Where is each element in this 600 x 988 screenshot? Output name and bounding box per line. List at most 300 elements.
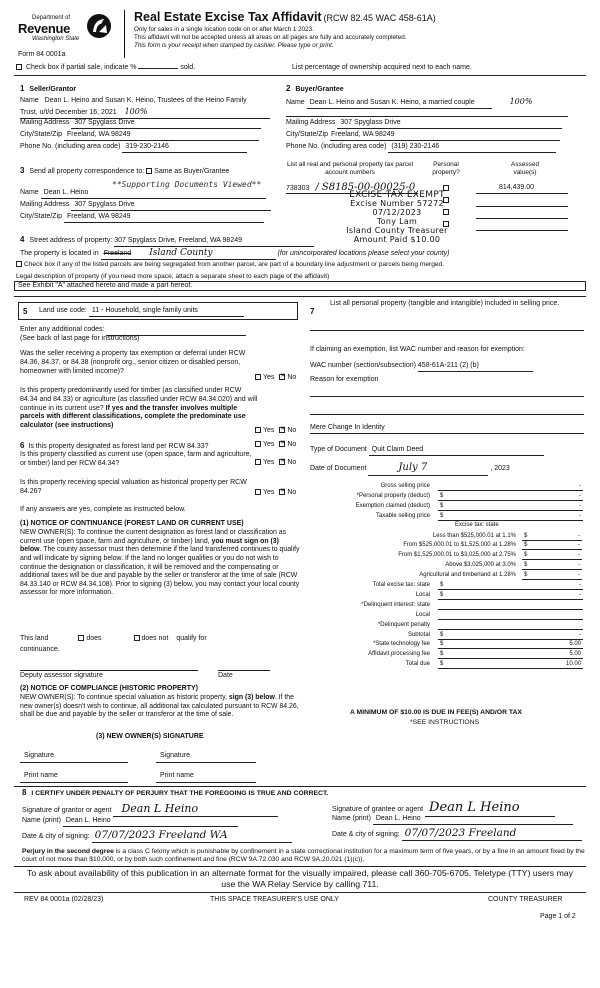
calc-label: Gross selling price [380, 483, 430, 489]
calc-row-top-0 [0, 483, 600, 492]
corr-name-row [20, 189, 266, 199]
calc-label: Affidavit processing fee [368, 651, 430, 658]
buyer-mailing-label: Mailing Address [286, 119, 336, 126]
section7-num: 7 [310, 307, 315, 316]
corr-mailing-row [20, 201, 271, 211]
deputy-date-label: Date [218, 672, 233, 679]
supporting-docs-stamp: **Supporting Documents Viewed** [112, 180, 262, 189]
calc-label: *Delinquent interest: state [361, 601, 430, 608]
corr-name: Dean L. Heino [43, 189, 89, 196]
print-name-label-2: Print name [160, 772, 194, 779]
calc-amount-field[interactable] [438, 651, 583, 659]
owner-signature-line-2[interactable] [156, 762, 256, 763]
calc-row-top-2 [0, 503, 600, 512]
stamp-line1: EXCISE TAX EXEMPT [349, 190, 445, 200]
stamp-line4: Tony Lam [376, 216, 418, 226]
reason-label: Reason for exemption [310, 376, 379, 383]
seller-num: 1 [20, 84, 25, 93]
calc-amount: - [579, 492, 581, 499]
reason-line-1[interactable] [310, 396, 584, 397]
seller-heading [20, 84, 76, 95]
seller-heading-text: Seller/Grantor [29, 86, 77, 93]
buyer-mailing: 307 Spyglass Drive [340, 119, 401, 126]
corr-city-row [20, 213, 264, 223]
perjury-text: is a class C felony which is punishable by confinement in a state correctional institution for a maximum term of five years, or by a fine in an amount fixed by the court of not more than $10,000, or by both such confinement and fine (RCW 9A.72.030 and RCW 9A.20.021 (1)(c)). [22, 848, 585, 864]
form-title: Real Estate Excise Tax Affidavit [134, 10, 322, 24]
buyer-phone-row [286, 143, 556, 153]
calc-label: Taxable selling price [375, 512, 430, 519]
corr-city-label: City/State/Zip [20, 213, 63, 220]
currency-symbol: $ [440, 661, 444, 668]
calc-row-bottom-1 [0, 592, 600, 601]
deputy-label: Deputy assessor signature [20, 672, 103, 679]
calc-label: Exemption claimed (deduct) [355, 502, 430, 509]
buyer-name-line2 [286, 116, 568, 117]
bracket-amount-field[interactable] [522, 542, 582, 550]
owner-print-line-1[interactable] [20, 782, 128, 783]
grantor-date: 07/07/2023 Freeland WA [94, 829, 228, 841]
dor-logo-icon [84, 12, 114, 40]
calc-amount-field[interactable] [438, 661, 583, 669]
corr-city: Freeland, WA 98249 [66, 213, 131, 220]
calc-row-bottom-0 [0, 582, 600, 591]
land-use-field[interactable] [89, 307, 244, 317]
notice2-c: . If the new owner(s) doesn't wish to continue, all additional tax calculated pursuant to RCW 84.26, shall be due and payable by the seller or transferor at the time of sale. [20, 694, 299, 719]
calc-row-top-1 [0, 493, 600, 502]
page-number: Page 1 of 2 [540, 913, 576, 920]
bracket-amount-field[interactable] [522, 562, 582, 570]
timber-yesno [255, 427, 296, 436]
wac-label: WAC number (section/subsection) [310, 362, 416, 369]
calc-amount-field[interactable] [438, 513, 583, 521]
doc-type-value: Quit Claim Deed [371, 446, 424, 453]
grantee-name-row [332, 815, 573, 825]
grantee-name-field[interactable] [373, 815, 573, 825]
calc-amount-field[interactable] [438, 632, 583, 640]
street-num: 4 [20, 235, 25, 244]
exemption-claim-label: If claiming an exemption, list WAC number and reason for exemption: [310, 346, 525, 353]
current-use-yesno [255, 459, 296, 468]
seller-mailing-field[interactable] [71, 119, 261, 129]
dept-line3: Washington State [32, 36, 80, 42]
street-label: Street address of property: [29, 237, 113, 244]
rule [14, 892, 586, 893]
calc-label: *State technology fee [372, 641, 430, 648]
buyer-city-row [286, 131, 560, 141]
current-use-no-checkbox[interactable] [279, 459, 285, 465]
seller-city: Freeland, WA 98249 [66, 131, 131, 138]
street-field[interactable] [114, 237, 314, 247]
forest-question-text: Is this property designated as forest land per RCW 84.33? [28, 443, 209, 450]
buyer-city-label: City/State/Zip [286, 131, 329, 138]
calc-bracket-row [0, 572, 600, 581]
rev-number: REV 84 0001a (02/28/23) [24, 896, 104, 903]
segregated-row [16, 261, 444, 269]
seller-mailing: 307 Spyglass Drive [74, 119, 135, 126]
does-not-label: does not [141, 635, 169, 642]
seller-city-field[interactable] [64, 131, 259, 141]
land-use-box [18, 302, 298, 320]
grantee-sig-label: Signature of grantee or agent [332, 806, 424, 813]
forest-no-checkbox[interactable] [279, 441, 285, 447]
parcel-col1-header: List all real and personal property tax parcel account numbers [286, 161, 414, 177]
parcel-value-line-2 [476, 206, 568, 207]
seller-phone-label: Phone No. (including area code) [20, 143, 121, 150]
calc-row-bottom-5 [0, 632, 600, 641]
calc-row-bottom-4 [0, 622, 600, 631]
reason-line-2[interactable] [310, 414, 584, 415]
located-row [20, 248, 450, 260]
located-field[interactable] [101, 248, 276, 260]
calc-bracket-row [0, 533, 600, 542]
calc-amount-field[interactable] [438, 622, 583, 630]
seller-name-label: Name [20, 97, 39, 104]
owner-signature-line-1[interactable] [20, 762, 128, 763]
bracket-amount: - [578, 542, 580, 549]
calc-bracket-row [0, 542, 600, 551]
located-county: Island County [149, 248, 213, 258]
parcel-col2-header: Personal property? [432, 161, 460, 177]
buyer-pct[interactable]: 100% [509, 97, 533, 106]
corr-city-field[interactable] [64, 213, 264, 223]
grantor-name: Dean L. Heino [65, 817, 111, 824]
bracket-label: From $1,525,000.01 to $3,025,000 at 2.75% [398, 552, 516, 559]
parcel-value-field[interactable] [476, 184, 568, 194]
no-label: No [287, 489, 297, 496]
calc-amount: - [579, 483, 581, 489]
parcel-value-line-4 [476, 230, 568, 231]
seller-name[interactable]: Dean L. Heino and Susan K. Heino, Trustees of the Heino Family [44, 97, 247, 104]
forest-yes-checkbox[interactable] [255, 441, 261, 447]
subtitle-1: Only for sales in a single location code on or after March 1 2023. [134, 26, 314, 33]
signature-label-1: Signature [24, 752, 54, 759]
calc-row-bottom-7 [0, 651, 600, 660]
street-value: 307 Spyglass Drive, Freeland, WA 98249 [114, 237, 243, 244]
current-use-question: Is this property classified as current use (open space, farm and agriculture, or timber) land per RCW 84.34? [20, 451, 252, 467]
partial-sale-checkbox[interactable] [16, 64, 22, 70]
timber-question-bold: If yes and the transfer involves multiple parcels with different classifications, complete the predominate use calculator (see instructions) [20, 404, 246, 429]
grantor-date-field[interactable] [92, 829, 292, 843]
yes-label: Yes [263, 441, 275, 448]
notice2-title: (2) NOTICE OF COMPLIANCE (HISTORIC PROPERTY) [20, 685, 198, 692]
segregated-checkbox[interactable] [16, 261, 22, 267]
correspondence-num: 3 [20, 166, 25, 175]
parcel-number-b[interactable]: / S8185-00-00025-0 [315, 182, 416, 193]
calc-row-bottom-2 [0, 602, 600, 611]
subtitle-3 [134, 42, 334, 50]
form-number: Form 84 0001a [18, 51, 66, 58]
grantor-date-row [22, 829, 292, 843]
currency-symbol: $ [524, 572, 528, 579]
calc-amount: - [579, 512, 581, 519]
calc-row-top-3 [0, 513, 600, 522]
corr-name-label: Name [20, 189, 39, 196]
partial-sale-sold: sold. [180, 64, 196, 71]
currency-symbol: $ [524, 562, 528, 569]
no-label: No [287, 427, 297, 434]
additional-codes-label: Enter any additional codes: [20, 326, 105, 333]
calc-amount-field[interactable] [438, 493, 583, 501]
correspondence-label: Send all property correspondence to: [29, 168, 145, 175]
calc-amount: - [579, 502, 581, 509]
seller-city-label: City/State/Zip [20, 131, 63, 138]
calc-amount-field[interactable] [438, 641, 583, 649]
calc-bracket-row [0, 552, 600, 561]
bracket-amount: - [578, 562, 580, 569]
buyer-heading [286, 84, 344, 95]
dept-line2: Revenue [18, 21, 71, 36]
buyer-name-field[interactable] [307, 99, 492, 109]
unincorporated-note: (for unincorporated locations please select your county) [277, 250, 450, 257]
wac-value: 458-61A-211 (2) (b) [417, 362, 479, 369]
buyer-name-label: Name [286, 99, 305, 106]
calc-amount: - [579, 582, 581, 588]
calc-amount-field[interactable] [438, 582, 583, 590]
section7-label: List all personal property (tangible and intangible) included in selling price. [330, 300, 560, 307]
grantor-signature: Dean L Heino [121, 802, 199, 815]
seller-phone: 319-230-2146 [125, 143, 169, 150]
subtitle-2: This affidavit will not be accepted unless all areas on all pages are fully and accurately completed. [134, 34, 407, 41]
seller-phone-row [20, 143, 270, 153]
calc-label: Local [415, 591, 430, 598]
correspondence-row [20, 166, 229, 177]
grantee-name: Dean L. Heino [375, 815, 421, 822]
currency-symbol: $ [440, 591, 444, 598]
timber-no-checkbox[interactable] [279, 427, 285, 433]
currency-symbol: $ [440, 502, 444, 509]
see-instructions: *SEE INSTRUCTIONS [410, 719, 480, 726]
buyer-phone: (319) 230-2146 [391, 143, 440, 150]
currency-symbol: $ [440, 512, 444, 519]
reason-field[interactable] [310, 424, 584, 434]
same-as-buyer-label: Same as Buyer/Grantee [154, 168, 230, 175]
reason-value: Mere Change In Identity [310, 424, 385, 431]
buyer-name-row [286, 97, 532, 109]
print-name-label-1: Print name [24, 772, 58, 779]
seller-mailing-row [20, 119, 270, 129]
notice1-b: you must sign on (3) below [20, 537, 279, 554]
rule [14, 75, 586, 76]
buyer-city-field[interactable] [330, 131, 560, 141]
timber-question [20, 387, 258, 431]
title-line [134, 10, 436, 26]
parcel-number-a[interactable]: 738303 [286, 185, 310, 192]
legal-label: Legal description of property (if you need more space, attach a separate sheet to each page of the affidavit) [16, 273, 330, 280]
doc-type-row [310, 446, 544, 456]
buyer-phone-field[interactable] [388, 143, 556, 153]
calc-amount: - [579, 631, 581, 638]
calc-label: Local [415, 611, 430, 618]
exemption-yesno [255, 374, 296, 383]
forest-yesno [255, 441, 296, 450]
does-label: does [86, 635, 102, 642]
bracket-amount: - [578, 552, 580, 559]
calc-row-bottom-8 [0, 661, 600, 670]
header-divider [124, 10, 125, 58]
partial-sale-field[interactable] [138, 68, 178, 69]
wac-row [310, 362, 533, 372]
bracket-label: Agricultural and timberland at 1.28% [419, 572, 516, 579]
exemption-no-checkbox[interactable] [279, 374, 285, 380]
historic-question: Is this property receiving special valuation as historical property per RCW 84.26? [20, 479, 247, 495]
seller-city-row [20, 131, 270, 141]
if-yes-note: If any answers are yes, complete as instructed below. [20, 506, 186, 513]
yes-label: Yes [263, 489, 275, 496]
grantor-name-label: Name (print) [22, 817, 61, 824]
ownership-note: List percentage of ownership acquired next to each name. [292, 64, 472, 71]
buyer-phone-label: Phone No. (including area code) [286, 143, 387, 150]
bracket-amount-field[interactable] [522, 533, 582, 541]
land-use-value: 11 - Household, single family units [91, 307, 198, 314]
bracket-label: Above $3,025,000 at 3.0% [445, 562, 516, 569]
doc-date-row [310, 462, 510, 476]
timber-yes-checkbox[interactable] [255, 427, 261, 433]
calc-label: *Personal property (deduct) [356, 492, 430, 499]
personal-property-line[interactable] [310, 330, 584, 331]
calc-label: *Delinquent penalty [377, 621, 430, 628]
grantor-name-field[interactable] [63, 817, 238, 827]
calc-amount-field[interactable] [438, 592, 583, 600]
calc-row-bottom-3 [0, 612, 600, 621]
same-as-buyer-checkbox[interactable] [146, 168, 152, 174]
currency-symbol: $ [440, 582, 444, 588]
currency-symbol: $ [524, 542, 528, 549]
dor-logo [18, 12, 118, 48]
currency-symbol: $ [440, 641, 444, 648]
buyer-city: Freeland, WA 98249 [330, 131, 395, 138]
notice1-title: (1) NOTICE OF CONTINUANCE (FOREST LAND OR CURRENT USE) [20, 520, 244, 527]
street-row [20, 235, 314, 247]
calc-amount: 5.00 [569, 641, 581, 648]
no-label: No [287, 374, 297, 381]
located-label: The property is located in [20, 250, 99, 257]
parcel-value: 814,439.00 [499, 184, 535, 191]
section8-num: 8 [22, 788, 27, 797]
grantee-signature: Dean L Heino [429, 800, 520, 815]
dept-line1: Department of [32, 15, 71, 21]
no-label: No [287, 459, 297, 466]
notice3-title: (3) NEW OWNER(S) SIGNATURE [96, 733, 204, 740]
continuance-label: continuance. [20, 646, 60, 653]
wac-field[interactable] [418, 362, 533, 372]
grantee-name-label: Name (print) [332, 815, 371, 822]
currency-symbol: $ [440, 631, 444, 638]
stamp-line3: 07/12/2023 [372, 208, 422, 218]
calc-amount: 5.00 [569, 651, 581, 658]
doc-date-field[interactable] [368, 462, 488, 476]
qualify-label: qualify for [176, 635, 207, 642]
grantee-date: 07/07/2023 Freeland [404, 827, 517, 839]
notice1-c: . The county assessor must then determine if the land transferred continues to qualify and will indicate by signing below. If the land no longer qualifies or you do not wish to continue the designation or classification, it will be removed and the compensating or additional taxes will be due and payable by the seller or transferor at the time of sale (RCW 84.33.140 or RCW 84.34.108). Prior to signing (3) below, you may contact your local county assessor for more information. [20, 546, 300, 597]
notice1-a: NEW OWNER(S): To continue the current designation as forest land or classification as current use (open space, farm and agriculture, or timber) land, [20, 529, 287, 545]
doc-type-label: Type of Document [310, 446, 367, 453]
grantee-date-label: Date & city of signing: [332, 831, 400, 838]
land-use-row [39, 307, 244, 317]
bracket-amount-field[interactable] [522, 572, 582, 580]
rule [14, 786, 586, 787]
this-land-label: This land [20, 635, 49, 642]
grantee-date-row [332, 827, 582, 841]
calc-amount-field[interactable] [438, 503, 583, 511]
doc-date-label: Date of Document [310, 465, 367, 472]
seller-name2[interactable]: Trust, u/t/d December 16, 2021 [20, 109, 117, 116]
corr-mailing-label: Mailing Address [20, 201, 70, 208]
rule [14, 296, 586, 297]
currency-symbol: $ [524, 552, 528, 559]
currency-symbol: $ [440, 651, 444, 658]
bracket-amount: - [578, 532, 580, 539]
buyer-name: Dean L. Heino and Susan K. Heino, a married couple [309, 99, 475, 106]
seller-pct[interactable]: 100% [124, 107, 148, 116]
bracket-amount-field[interactable] [522, 552, 582, 560]
stamp-line5: Island County Treasurer [346, 225, 448, 235]
grantor-date-label: Date & city of signing: [22, 833, 90, 840]
buyer-mailing-field[interactable] [337, 119, 562, 129]
notice2-text [20, 694, 302, 720]
calc-amount-field[interactable] [438, 602, 583, 610]
calc-label: Total due [405, 661, 430, 668]
legal-field[interactable] [14, 281, 586, 291]
buyer-num: 2 [286, 84, 291, 93]
rule [14, 866, 586, 867]
grantor-sig-label: Signature of grantor or agent [22, 807, 112, 814]
additional-codes-note: (See back of last page for instructions) [20, 335, 140, 342]
land-use-num: 5 [23, 307, 28, 316]
partial-sale-row [16, 64, 195, 73]
stamp-line6: Amount Paid $10.00 [353, 234, 441, 244]
corr-name-field[interactable] [41, 189, 266, 199]
land-use-label: Land use code: [39, 307, 87, 314]
calc-amount: - [579, 591, 581, 598]
located-struck: Freeland [103, 250, 132, 257]
grantee-date-field[interactable] [402, 827, 582, 841]
current-use-yes-checkbox[interactable] [255, 459, 261, 465]
grantor-name-row [22, 817, 238, 827]
buyer-heading-text: Buyer/Grantee [295, 86, 344, 93]
seller-name-line2 [20, 107, 270, 119]
doc-type-field[interactable] [369, 446, 544, 456]
treasurer-space: THIS SPACE TREASURER'S USE ONLY [210, 896, 339, 903]
calc-amount-field[interactable] [438, 483, 583, 491]
segregated-label: Check box if any of the listed parcels are being segregated from another parcel, are part of a boundary line adjustment or parcels being merged. [24, 261, 445, 268]
timber-question-text: Is this property predominantly used for timber (as classified under RCW 84.34 and 84.33) or agriculture (as classified under RCW 84.34.020) and will continue in its current use? [20, 387, 258, 412]
no-label: No [287, 441, 297, 448]
excise-exempt-stamp [332, 190, 462, 245]
form-title-ref: (RCW 82.45 WAC 458-61A) [323, 13, 436, 23]
exemption-yes-checkbox[interactable] [255, 374, 261, 380]
owner-print-line-2[interactable] [156, 782, 256, 783]
doc-date-value: July 7 [398, 462, 428, 473]
calc-amount: 10.00 [565, 661, 581, 668]
subtitle-3-text: This form is your receipt when stamped by cashier. Please type or print. [134, 42, 334, 49]
notice2-b: sign (3) below [228, 694, 275, 701]
grantor-sig-field[interactable] [113, 802, 278, 817]
seller-mailing-label: Mailing Address [20, 119, 70, 126]
calc-row-bottom-6 [0, 641, 600, 650]
perjury-note [22, 848, 586, 865]
yes-label: Yes [263, 374, 275, 381]
grantor-sig-row [22, 802, 278, 817]
calc-amount-field[interactable] [438, 612, 583, 620]
partial-sale-label: Check box if partial sale, indicate % [25, 64, 137, 71]
corr-mailing-field[interactable] [71, 201, 271, 211]
certify-row [22, 788, 328, 799]
seller-phone-field[interactable] [122, 143, 247, 153]
calc-label: Total excise tax: state [372, 582, 430, 588]
exemption-question: Was the seller receiving a property tax exemption or deferral under RCW 84.36, 84.37, or 84.38 (nonprofit org., senior citizen or disabled person, homeowner with limited income)? [20, 350, 246, 375]
bracket-amount: - [578, 572, 580, 579]
excise-state-header: Excise tax: state [455, 521, 499, 528]
